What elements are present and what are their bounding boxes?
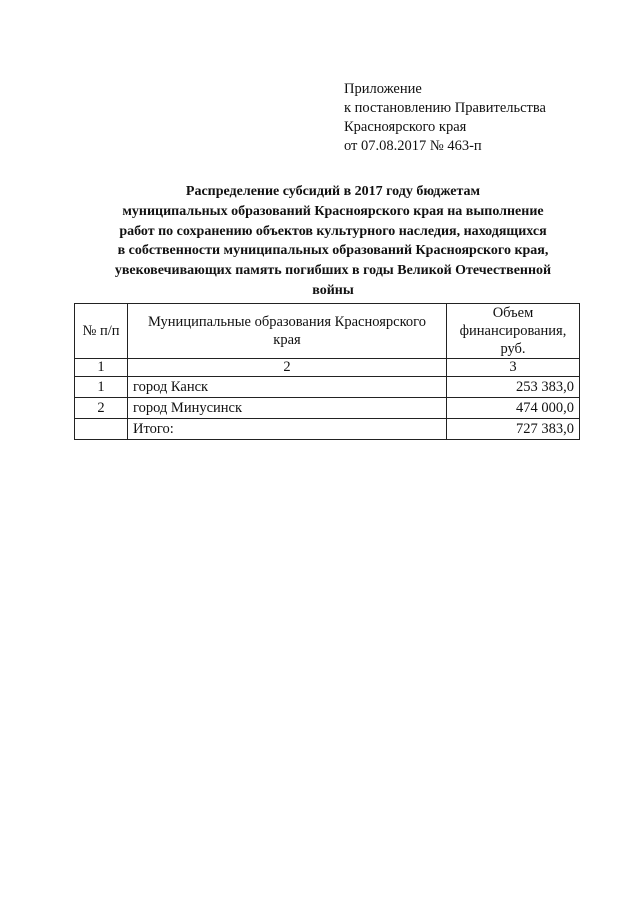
municipality-name: город Минусинск	[128, 398, 447, 419]
funding-amount: 253 383,0	[447, 377, 580, 398]
table-header-row	[75, 304, 580, 359]
title-line: в собственности муниципальных образований Красноярского края,	[117, 243, 549, 259]
total-number	[75, 419, 128, 440]
appendix-line: к постановлению Правительства	[344, 100, 546, 116]
title-line: Распределение субсидий в 2017 году бюджетам	[185, 184, 481, 199]
total-label: Итого:	[128, 419, 447, 440]
column-number: 3	[447, 359, 580, 377]
title-line: увековечивающих память погибших в годы Великой Отечественной	[114, 263, 552, 279]
appendix-line: Красноярского края	[344, 119, 467, 135]
header-amount: Объем финансирования, руб.	[447, 304, 580, 359]
appendix-line: Приложение	[344, 81, 422, 97]
column-number: 1	[75, 359, 128, 377]
title-line: муниципальных образований Красноярского края на выполнение	[122, 203, 544, 219]
subsidies-table	[74, 303, 580, 440]
appendix-line: от 07.08.2017 № 463-п	[344, 138, 482, 154]
header-municipality: Муниципальные образования Красноярского края	[128, 304, 447, 359]
table-row	[75, 398, 580, 419]
document-title	[88, 182, 578, 301]
title-line: работ по сохранению объектов культурного наследия, находящихся	[119, 223, 547, 239]
municipality-name: город Канск	[128, 377, 447, 398]
table-row	[75, 377, 580, 398]
header-number: № п/п	[75, 304, 128, 359]
column-number-row	[75, 359, 580, 377]
title-line: войны	[312, 282, 354, 298]
row-number: 2	[75, 398, 128, 419]
row-number: 1	[75, 377, 128, 398]
column-number: 2	[128, 359, 447, 377]
appendix-block	[344, 80, 546, 156]
total-amount: 727 383,0	[447, 419, 580, 440]
total-row	[75, 419, 580, 440]
funding-amount: 474 000,0	[447, 398, 580, 419]
